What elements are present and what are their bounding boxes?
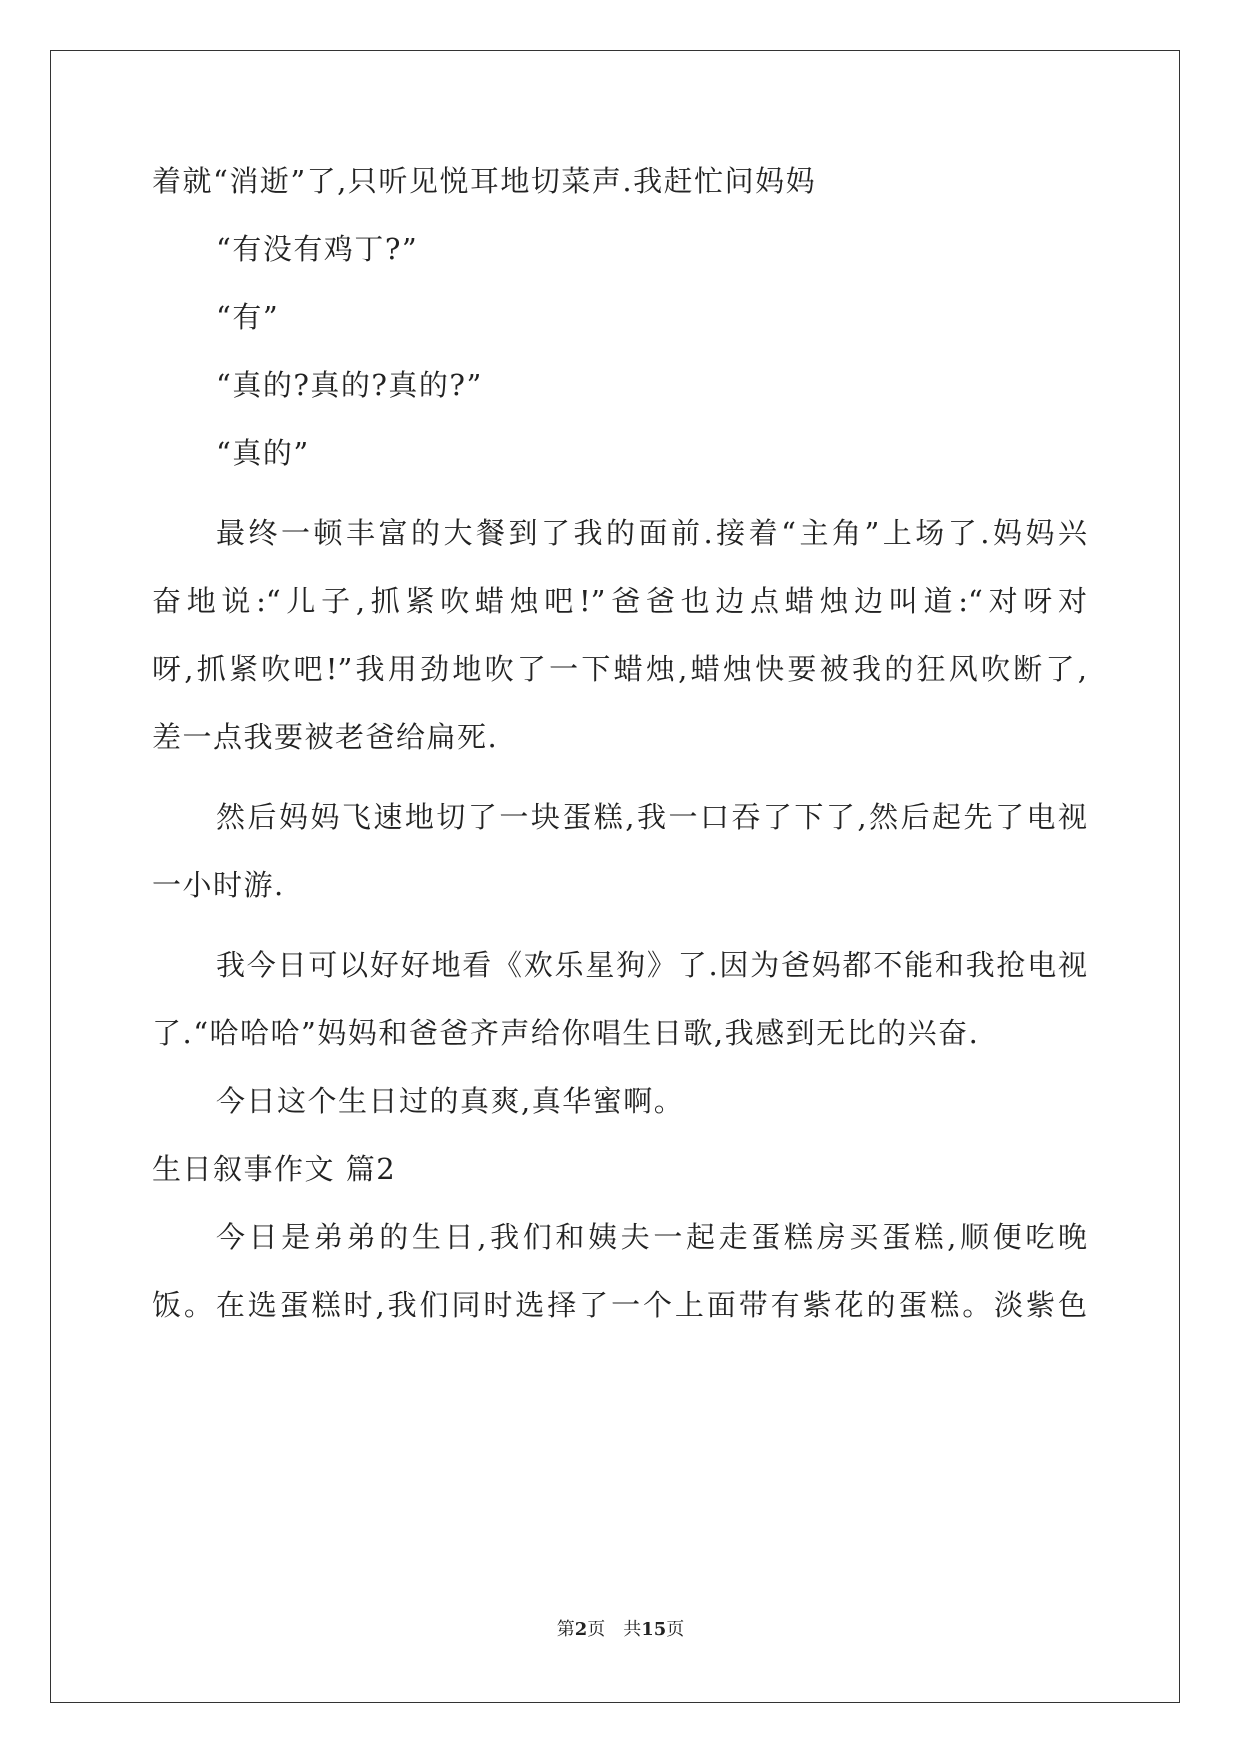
paragraph-line: 我今日可以好好地看《欢乐星狗》了.因为爸妈都不能和我抢电视 <box>216 948 1087 982</box>
paragraph-line: 了.“哈哈哈”妈妈和爸爸齐声给你唱生日歌,我感到无比的兴奋. <box>152 1016 980 1050</box>
paragraph-line: 然后妈妈飞速地切了一块蛋糕,我一口吞了下了,然后起先了电视 <box>216 800 1087 834</box>
footer-separator: 页 共 <box>587 1619 642 1640</box>
paragraph-line: 呀,抓紧吹吧!”我用劲地吹了一下蜡烛,蜡烛快要被我的狂风吹断了, <box>152 652 1087 686</box>
current-page-number: 2 <box>574 1619 588 1640</box>
paragraph-line: 今日这个生日过的真爽,真华蜜啊。 <box>216 1084 685 1118</box>
footer-suffix: 页 <box>666 1619 685 1640</box>
dialogue-line: “真的?真的?真的?” <box>216 368 483 402</box>
section-heading: 生日叙事作文 篇2 <box>152 1152 397 1186</box>
paragraph-line: 一小时游. <box>152 868 285 902</box>
paragraph-line: 最终一顿丰富的大餐到了我的面前.接着“主角”上场了.妈妈兴 <box>216 516 1087 550</box>
total-pages-number: 15 <box>641 1619 667 1640</box>
dialogue-line: “真的” <box>216 436 310 470</box>
dialogue-line: “有没有鸡丁?” <box>216 232 419 266</box>
paragraph-line: 饭。在选蛋糕时,我们同时选择了一个上面带有紫花的蛋糕。淡紫色 <box>152 1288 1087 1322</box>
text-line: 着就“消逝”了,只听见悦耳地切菜声.我赶忙问妈妈 <box>152 164 817 198</box>
paragraph-line: 奋地说:“儿子,抓紧吹蜡烛吧!”爸爸也边点蜡烛边叫道:“对呀对 <box>152 584 1087 618</box>
footer-prefix: 第 <box>556 1619 575 1640</box>
page-footer <box>0 1618 1241 1642</box>
paragraph-line: 差一点我要被老爸给扁死. <box>152 720 499 754</box>
paragraph-line: 今日是弟弟的生日,我们和姨夫一起走蛋糕房买蛋糕,顺便吃晚 <box>216 1220 1087 1254</box>
dialogue-line: “有” <box>216 300 280 334</box>
